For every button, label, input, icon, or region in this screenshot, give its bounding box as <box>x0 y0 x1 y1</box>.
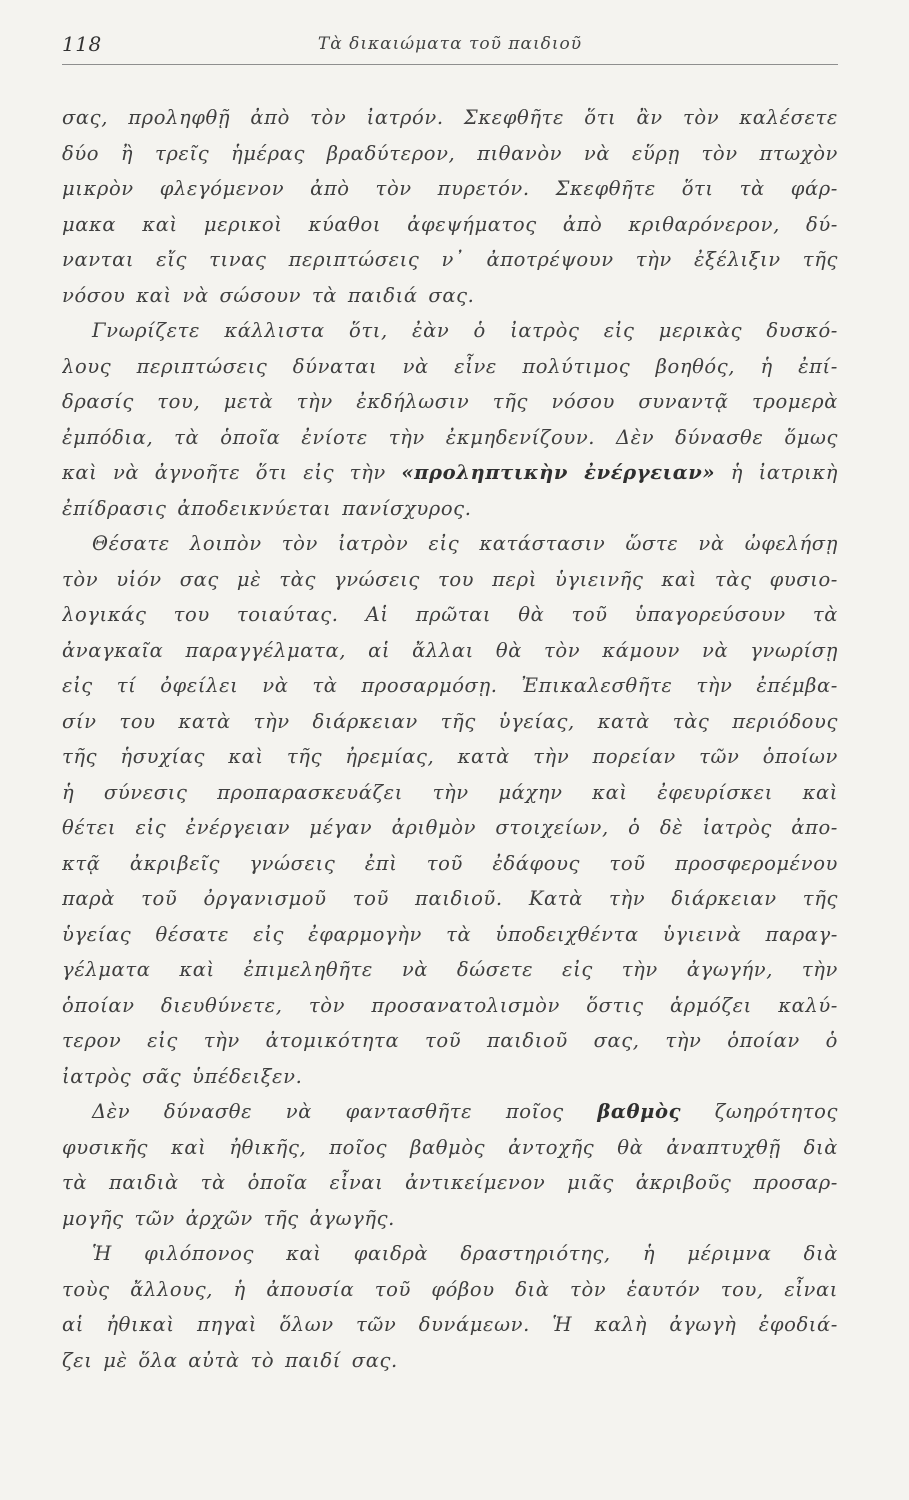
text-segment: καὶ νὰ ἀγνοῆτε ὅτι εἰς τὴν <box>62 461 386 484</box>
emphasized-word: βαθμὸς <box>597 1100 682 1123</box>
text-line: Γνωρίζετε κάλλιστα ὅτι, ἐὰν ὁ ἰατρὸς εἰς μερικὰς δυσκό- <box>92 319 838 342</box>
text-line: κτᾷ ἀκριβεῖς γνώσεις ἐπὶ τοῦ ἐδάφους τοῦ προσφερομένου <box>62 851 838 875</box>
text-line: ἐμπόδια, τὰ ὁποῖα ἐνίοτε τὴν ἐκμηδενίζουν. Δὲν δύνασθε ὅμως <box>62 425 838 449</box>
text-line: φυσικῆς καὶ ἠθικῆς, ποῖος βαθμὸς ἀντοχῆς θὰ ἀναπτυχθῇ διὰ <box>62 1135 838 1159</box>
text-line: νανται εἴς τινας περιπτώσεις ν᾿ ἀποτρέψουν τὴν ἐξέλιξιν τῆς <box>62 248 838 271</box>
emphasized-phrase: «προληπτικὴν ἐνέργειαν» <box>401 461 716 484</box>
text-line: ἀναγκαῖα παραγγέλματα, αἱ ἄλλαι θὰ τὸν κάμουν νὰ γνωρίσῃ <box>62 638 838 662</box>
text-line: δρασίς του, μετὰ τὴν ἐκδήλωσιν τῆς νόσου συναντᾷ τρομερὰ <box>62 390 838 413</box>
text-line: γέλματα καὶ ἐπιμεληθῆτε νὰ δώσετε εἰς τὴν ἀγωγήν, τὴν <box>62 958 838 981</box>
text-line: ὑγείας θέσατε εἰς ἐφαρμογὴν τὰ ὑποδειχθέντα ὑγιεινὰ παραγ- <box>62 922 838 946</box>
text-line: σας, προληφθῇ ἀπὸ τὸν ἰατρόν. Σκεφθῆτε ὅτι ἂν τὸν καλέσετε <box>62 106 838 129</box>
text-line: λους περιπτώσεις δύναται νὰ εἶνε πολύτιμος βοηθός, ἡ ἐπί- <box>62 354 838 378</box>
text-line: μικρὸν φλεγόμενον ἀπὸ τὸν πυρετόν. Σκεφθῆτε ὅτι τὰ φάρ- <box>62 177 838 200</box>
text-line: δύο ἢ τρεῖς ἡμέρας βραδύτερον, πιθανὸν νὰ εὕρῃ τὸν πτωχὸν <box>62 141 838 165</box>
page-header <box>62 30 838 65</box>
text-line: μογῆς τῶν ἀρχῶν τῆς ἀγωγῆς. <box>62 1206 395 1230</box>
paragraph <box>62 526 838 1094</box>
text-line: θέτει εἰς ἐνέργειαν μέγαν ἀριθμὸν στοιχείων, ὁ δὲ ἰατρὸς ἀπο- <box>62 816 838 839</box>
text-segment: ἡ ἰατρικὴ <box>730 461 838 484</box>
page-number: 118 <box>62 32 102 56</box>
text-line: ἐπίδρασις ἀποδεικνύεται πανίσχυρος. <box>62 496 472 520</box>
text-segment: Δὲν δύνασθε νὰ φαντασθῆτε ποῖος <box>92 1100 564 1123</box>
text-line: εἰς τί ὀφείλει νὰ τὰ προσαρμόσῃ. Ἐπικαλεσθῆτε τὴν ἐπέμβα- <box>62 674 838 697</box>
paragraph <box>62 100 838 313</box>
paragraph <box>62 1094 838 1236</box>
text-segment: ζωηρότητος <box>714 1100 838 1123</box>
text-line: τερον εἰς τὴν ἀτομικότητα τοῦ παιδιοῦ σας, τὴν ὁποίαν ὁ <box>62 1029 838 1052</box>
text-line: τῆς ἡσυχίας καὶ τῆς ἠρεμίας, κατὰ τὴν πορείαν τῶν ὁποίων <box>62 745 838 768</box>
text-line-mixed <box>62 455 838 491</box>
text-line: ἡ σύνεσις προπαρασκευάζει τὴν μάχην καὶ ἐφευρίσκει καὶ <box>62 780 838 804</box>
text-line: αἱ ἠθικαὶ πηγαὶ ὅλων τῶν δυνάμεων. Ἡ καλὴ ἀγωγὴ ἐφοδιά- <box>62 1313 838 1336</box>
text-line: Ἡ φιλόπονος καὶ φαιδρὰ δραστηριότης, ἡ μέριμνα διὰ <box>92 1242 838 1265</box>
text-line: ἰατρὸς σᾶς ὑπέδειξεν. <box>62 1064 303 1088</box>
text-line: παρὰ τοῦ ὀργανισμοῦ τοῦ παιδιοῦ. Κατὰ τὴν διάρκειαν τῆς <box>62 887 838 910</box>
text-line: σίν του κατὰ τὴν διάρκειαν τῆς ὑγείας, κατὰ τὰς περιόδους <box>62 709 838 733</box>
text-line: τὰ παιδιὰ τὰ ὁποῖα εἶναι ἀντικείμενον μιᾶς ἀκριβοῦς προσαρ- <box>62 1171 838 1194</box>
running-title: Τὰ δικαιώματα τοῦ παιδιοῦ <box>317 34 583 54</box>
text-line: τοὺς ἄλλους, ἡ ἀπουσία τοῦ φόβου διὰ τὸν ἑαυτόν του, εἶναι <box>62 1277 838 1301</box>
text-line: ὁποίαν διευθύνετε, τὸν προσανατολισμὸν ὅστις ἁρμόζει καλύ- <box>62 993 838 1017</box>
paragraph <box>62 1236 838 1378</box>
paragraph <box>62 313 838 526</box>
body-text <box>62 100 838 1378</box>
text-line: Θέσατε λοιπὸν τὸν ἰατρὸν εἰς κατάστασιν ὥστε νὰ ὠφελήσῃ <box>92 532 838 555</box>
text-line: ζει μὲ ὅλα αὐτὰ τὸ παιδί σας. <box>62 1348 398 1372</box>
text-line: τὸν υἱόν σας μὲ τὰς γνώσεις του περὶ ὑγιεινῆς καὶ τὰς φυσιο- <box>62 567 838 591</box>
text-line: νόσου καὶ νὰ σώσουν τὰ παιδιά σας. <box>62 283 475 307</box>
text-line-mixed <box>62 1094 838 1130</box>
text-line: μακα καὶ μερικοὶ κύαθοι ἀφεψήματος ἀπὸ κριθαρόνερον, δύ- <box>62 212 838 236</box>
text-line: λογικάς του τοιαύτας. Αἱ πρῶται θὰ τοῦ ὑπαγορεύσουν τὰ <box>62 603 838 626</box>
